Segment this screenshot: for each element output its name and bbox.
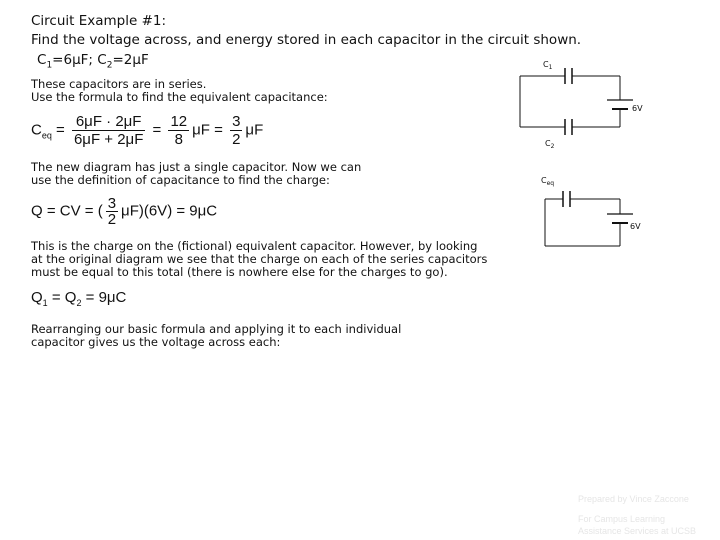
c2-given-sub: 2 [106,60,113,71]
series-circuit-diagram [510,52,670,152]
fictional-line-2: at the original diagram we see that the charge on each of the series capacitors [31,252,488,266]
charge-rhs: μF)(6V) = 9μC [121,202,218,220]
ceq-unit-2: μF [192,121,210,139]
c1-given-value: =6μF; [52,52,98,68]
equivalent-circuit-diagram [535,172,665,252]
given-values [37,52,149,71]
c1-diagram-label: $C_1$ [543,60,553,71]
ceq-eq3: = [214,121,223,139]
ceq-f3-denominator: 2 [232,131,241,148]
single-capacitor-explanation [31,161,361,187]
series-line-2: Use the formula to find the equivalent capacitance: [31,90,328,104]
ceq-f3-numerator: 3 [232,113,241,130]
fictional-line-1: This is the charge on the (fictional) equivalent capacitor. However, by looking [31,239,478,253]
fictional-line-3: must be equal to this total (there is nowhere else for the charges to go). [31,265,448,279]
rearranging-line-1: Rearranging our basic formula and applying it to each individual [31,322,402,336]
ceq-lhs: C [31,121,42,139]
charge-f-denominator: 2 [107,211,117,228]
series-line-1: These capacitors are in series. [31,77,207,91]
charge-equation [31,196,217,227]
ceq-eq2: = [152,121,162,139]
c1-given-label: C [37,52,47,68]
charge-lhs: Q = CV = ( [31,202,103,220]
q-eq1: = Q [47,289,77,306]
q1-symbol: Q [31,289,43,306]
c1-given-sub: 1 [46,60,53,71]
fictional-capacitor-explanation [31,240,487,279]
title-line-1: Circuit Example #1: [31,13,167,29]
ceq-fraction-2 [168,113,189,148]
c2-given-value: =2μF [112,52,149,68]
ceq-f1-denominator: 6μF + 2μF [73,131,144,148]
q-rest: = 9μC [81,289,127,306]
voltage-label-2: 6V [630,222,641,231]
ceq-lhs-sub: eq [41,130,52,141]
q2-sub: 2 [76,298,82,308]
voltage-label-1: 6V [632,104,643,113]
page-title [31,12,581,50]
ceq-f2-numerator: 12 [170,113,188,130]
ceq-eq1: = [56,121,65,139]
rearranging-line-2: capacitor gives us the voltage across each: [31,335,281,349]
ceq-f2-denominator: 8 [174,131,183,148]
footer-credit: Prepared by Vince Zaccone [578,494,689,504]
c2-diagram-label: $C_2$ [545,139,555,150]
rearranging-explanation [31,323,401,349]
q1-sub: 1 [42,298,48,308]
footer-line-2: For Campus Learning [578,514,666,524]
ceq-fraction-1 [72,113,145,148]
ceq-diagram-label: $C_{eq}$ [541,176,555,187]
series-explanation [31,78,328,104]
single-cap-line-1: The new diagram has just a single capacitor. Now we can [31,160,362,174]
title-line-2: Find the voltage across, and energy stored in each capacitor in the circuit shown. [31,32,582,48]
single-cap-line-2: use the definition of capacitance to find the charge: [31,173,330,187]
charge-f-numerator: 3 [107,195,117,212]
ceq-equation [31,113,263,148]
charge-equality-equation [31,289,126,308]
charge-fraction [106,196,118,227]
ceq-f1-numerator: 6μF · 2μF [72,113,145,131]
ceq-fraction-3 [230,113,242,148]
ceq-unit-3: μF [245,121,264,139]
footer-line-3: Assistance Services at UCSB [578,526,697,536]
c2-given-label: C [97,52,107,68]
